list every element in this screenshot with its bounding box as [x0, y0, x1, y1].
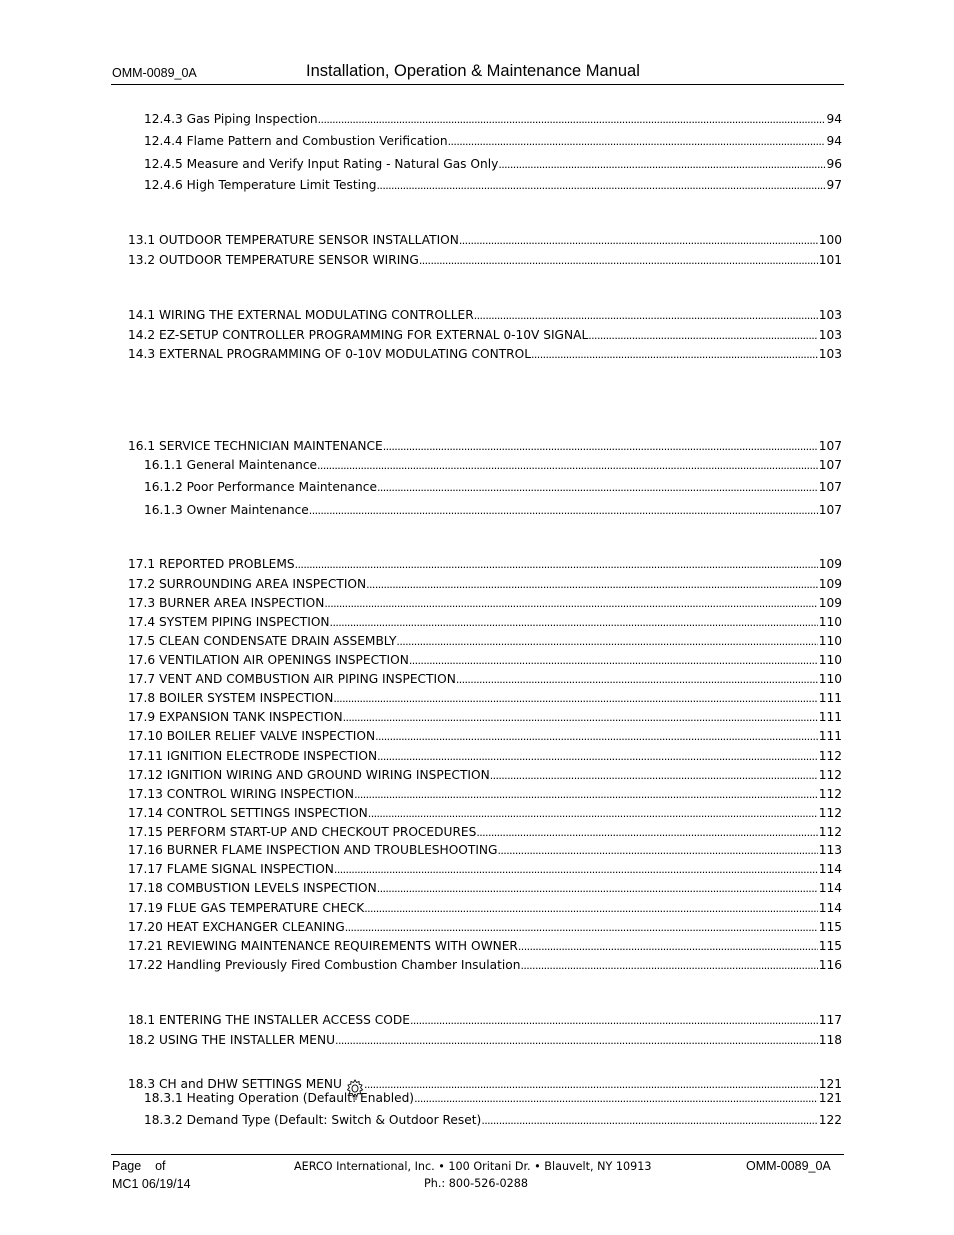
toc-entry[interactable] [128, 1033, 842, 1047]
toc-entry-title: 16.1.3 Owner Maintenance [144, 503, 309, 517]
header-title: Installation, Operation & Maintenance Manual [306, 62, 640, 80]
toc-dot-leader [481, 1114, 817, 1127]
toc-entry-title: 17.10 BOILER RELIEF VALVE INSPECTION [128, 729, 376, 743]
toc-entry-title: 14.2 EZ-SETUP CONTROLLER PROGRAMMING FOR EXTERNAL 0-10V SIGNAL [128, 328, 589, 342]
toc-dot-leader [383, 440, 818, 453]
toc-entry-page: 107 [818, 503, 842, 517]
toc-entry[interactable] [128, 347, 842, 361]
toc-dot-leader [518, 940, 818, 953]
toc-entry-title: 18.1 ENTERING THE INSTALLER ACCESS CODE [128, 1013, 410, 1027]
toc-entry[interactable] [128, 939, 842, 953]
toc-dot-leader [334, 863, 818, 876]
toc-dot-leader [409, 654, 818, 667]
toc-entry-title: 14.3 EXTERNAL PROGRAMMING OF 0-10V MODULATING CONTROL [128, 347, 532, 361]
toc-entry-title: 16.1 SERVICE TECHNICIAN MAINTENANCE [128, 439, 383, 453]
toc-entry[interactable] [144, 480, 842, 494]
toc-entry-title: 17.12 IGNITION WIRING AND GROUND WIRING INSPECTION [128, 768, 490, 782]
toc-dot-leader [490, 769, 818, 782]
toc-entry[interactable] [128, 557, 842, 571]
toc-entry-page: 101 [818, 253, 842, 267]
toc-entry-title: 17.17 FLAME SIGNAL INSPECTION [128, 862, 334, 876]
toc-entry-page: 117 [818, 1013, 842, 1027]
toc-dot-leader [377, 882, 818, 895]
header-doc-code: OMM-0089_0A [112, 66, 197, 80]
toc-entry[interactable] [128, 729, 842, 743]
toc-entry-page: 122 [818, 1113, 842, 1127]
toc-dot-leader [377, 481, 818, 494]
footer-divider [111, 1154, 844, 1155]
toc-entry[interactable] [144, 157, 842, 171]
toc-dot-leader [295, 558, 818, 571]
toc-dot-leader [333, 692, 817, 705]
toc-entry[interactable] [128, 233, 842, 247]
footer-doc-code: OMM-0089_0A [746, 1159, 831, 1173]
toc-entry-page: 110 [818, 672, 842, 686]
toc-dot-leader [318, 113, 826, 126]
toc-dot-leader [588, 329, 817, 342]
toc-entry-page: 109 [818, 577, 842, 591]
toc-dot-leader [448, 135, 826, 148]
toc-dot-leader [317, 459, 818, 472]
toc-entry-title: 17.15 PERFORM START-UP AND CHECKOUT PROCEDURES [128, 825, 477, 839]
toc-entry-title: 17.19 FLUE GAS TEMPERATURE CHECK [128, 901, 365, 915]
toc-entry[interactable] [128, 749, 842, 763]
toc-entry-page: 94 [826, 134, 842, 148]
toc-entry-title: 17.14 CONTROL SETTINGS INSPECTION [128, 806, 368, 820]
toc-dot-leader [474, 309, 818, 322]
toc-entry[interactable] [144, 134, 842, 148]
toc-entry-title: 16.1.2 Poor Performance Maintenance [144, 480, 377, 494]
footer-page-label: Page [112, 1159, 142, 1173]
toc-entry-title: 17.21 REVIEWING MAINTENANCE REQUIREMENTS WITH OWNER [128, 939, 518, 953]
toc-entry[interactable] [128, 862, 842, 876]
toc-entry-page: 109 [818, 596, 842, 610]
toc-entry-page: 100 [818, 233, 842, 247]
toc-dot-leader [377, 179, 826, 192]
toc-entry-page: 112 [818, 768, 842, 782]
toc-entry[interactable] [128, 920, 842, 934]
toc-entry-title: 14.1 WIRING THE EXTERNAL MODULATING CONTROLLER [128, 308, 474, 322]
toc-entry-title: 16.1.1 General Maintenance [144, 458, 318, 472]
toc-entry[interactable] [128, 825, 842, 839]
toc-entry-title: 12.4.6 High Temperature Limit Testing [144, 178, 377, 192]
toc-dot-leader [309, 504, 818, 517]
toc-entry-page: 110 [818, 615, 842, 629]
toc-entry-page: 111 [818, 710, 842, 724]
toc-entry[interactable] [144, 112, 842, 126]
toc-entry-page: 116 [818, 958, 842, 972]
toc-entry-title: 17.8 BOILER SYSTEM INSPECTION [128, 691, 334, 705]
footer-revision: MC1 06/19/14 [112, 1177, 191, 1191]
toc-entry-title: 17.11 IGNITION ELECTRODE INSPECTION [128, 749, 378, 763]
toc-entry-title: 18.3.1 Heating Operation (Default: Enabled) [144, 1091, 415, 1105]
toc-entry-page: 94 [826, 112, 842, 126]
toc-entry[interactable] [144, 1091, 842, 1105]
toc-entry[interactable] [128, 881, 842, 895]
toc-entry-page: 112 [818, 825, 842, 839]
toc-dot-leader [498, 158, 825, 171]
toc-entry[interactable] [128, 253, 842, 267]
toc-entry-title: 17.2 SURROUNDING AREA INSPECTION [128, 577, 367, 591]
toc-dot-leader [354, 788, 818, 801]
toc-dot-leader [419, 254, 818, 267]
footer-address: AERCO International, Inc. • 100 Oritani Dr. • Blauvelt, NY 10913 [294, 1160, 652, 1173]
toc-entry-page: 113 [818, 843, 842, 857]
toc-entry-title: 17.7 VENT AND COMBUSTION AIR PIPING INSPECTION [128, 672, 456, 686]
toc-dot-leader [456, 673, 818, 686]
toc-entry[interactable] [144, 503, 842, 517]
toc-entry[interactable] [128, 439, 842, 453]
toc-dot-leader [343, 711, 818, 724]
toc-dot-leader [410, 1014, 818, 1027]
toc-entry[interactable] [128, 768, 842, 782]
toc-dot-leader [459, 234, 818, 247]
toc-entry-title: 18.3.2 Demand Type (Default: Switch & Outdoor Reset) [144, 1113, 482, 1127]
toc-entry-page: 112 [818, 749, 842, 763]
toc-entry-title: 13.1 OUTDOOR TEMPERATURE SENSOR INSTALLATION [128, 233, 459, 247]
toc-entry-title: 17.22 Handling Previously Fired Combustion Chamber Insulation [128, 958, 521, 972]
toc-entry[interactable] [128, 710, 842, 724]
toc-dot-leader [377, 750, 818, 763]
toc-entry[interactable] [128, 958, 842, 972]
toc-entry[interactable] [128, 577, 842, 591]
toc-entry-title: 17.6 VENTILATION AIR OPENINGS INSPECTION [128, 653, 409, 667]
toc-dot-leader [364, 902, 818, 915]
toc-entry[interactable] [144, 178, 842, 192]
toc-entry-page: 109 [818, 557, 842, 571]
toc-entry-page: 107 [818, 439, 842, 453]
toc-dot-leader [520, 959, 817, 972]
toc-entry-page: 103 [818, 308, 842, 322]
toc-entry[interactable] [128, 596, 842, 610]
toc-dot-leader [364, 1078, 818, 1091]
toc-entry[interactable] [128, 1013, 842, 1027]
toc-entry-page: 110 [818, 653, 842, 667]
toc-dot-leader [476, 826, 817, 839]
toc-entry-page: 97 [826, 178, 842, 192]
toc-entry-page: 114 [818, 901, 842, 915]
toc-entry[interactable] [144, 1113, 842, 1127]
toc-entry[interactable] [128, 901, 842, 915]
toc-entry-page: 111 [818, 691, 842, 705]
toc-entry-title: 18.3 CH and DHW SETTINGS MENU [128, 1076, 342, 1091]
toc-entry-title: 18.2 USING THE INSTALLER MENU [128, 1033, 336, 1047]
toc-entry-page: 107 [818, 480, 842, 494]
toc-dot-leader [366, 578, 818, 591]
toc-entry-title: 17.4 SYSTEM PIPING INSPECTION [128, 615, 330, 629]
toc-dot-leader [345, 921, 818, 934]
toc-entry-page: 110 [818, 634, 842, 648]
toc-entry-title: 13.2 OUTDOOR TEMPERATURE SENSOR WIRING [128, 253, 419, 267]
toc-entry-page: 121 [818, 1076, 842, 1091]
toc-entry-page: 115 [818, 939, 842, 953]
toc-entry-title: 17.18 COMBUSTION LEVELS INSPECTION [128, 881, 377, 895]
footer-phone: Ph.: 800-526-0288 [424, 1177, 528, 1190]
toc-entry-page: 121 [818, 1091, 842, 1105]
toc-entry-page: 96 [826, 157, 842, 171]
toc-dot-leader [414, 1092, 818, 1105]
toc-entry[interactable] [128, 843, 842, 857]
toc-entry-page: 112 [818, 787, 842, 801]
toc-entry[interactable] [144, 458, 842, 472]
toc-entry-title: 12.4.4 Flame Pattern and Combustion Verification [144, 134, 448, 148]
toc-entry[interactable] [128, 787, 842, 801]
toc-dot-leader [531, 348, 818, 361]
footer-of-label: of [155, 1159, 166, 1173]
toc-entry[interactable] [128, 653, 842, 667]
toc-entry-page: 114 [818, 881, 842, 895]
toc-entry[interactable] [128, 672, 842, 686]
toc-entry-title: 17.16 BURNER FLAME INSPECTION AND TROUBLESHOOTING [128, 843, 498, 857]
toc-entry-page: 115 [818, 920, 842, 934]
toc-entry-page: 111 [818, 729, 842, 743]
toc-dot-leader [335, 1034, 818, 1047]
footer-page-number [112, 1159, 166, 1173]
toc-dot-leader [324, 597, 817, 610]
toc-dot-leader [330, 616, 818, 629]
toc-entry-title: 17.20 HEAT EXCHANGER CLEANING [128, 920, 345, 934]
toc-dot-leader [498, 844, 818, 857]
toc-entry[interactable] [128, 308, 842, 322]
toc-dot-leader [396, 635, 817, 648]
toc-entry-page: 112 [818, 806, 842, 820]
toc-entry-title: 17.3 BURNER AREA INSPECTION [128, 596, 325, 610]
toc-entry[interactable] [128, 634, 842, 648]
toc-entry-page: 118 [818, 1033, 842, 1047]
toc-entry-title: 12.4.5 Measure and Verify Input Rating - Natural Gas Only [144, 157, 499, 171]
toc-entry-title: 17.1 REPORTED PROBLEMS [128, 557, 295, 571]
toc-entry-page: 114 [818, 862, 842, 876]
toc-entry[interactable] [128, 328, 842, 342]
toc-entry-page: 107 [818, 458, 842, 472]
toc-entry[interactable] [128, 615, 842, 629]
toc-entry[interactable] [128, 806, 842, 820]
toc-entry[interactable] [128, 691, 842, 705]
toc-entry-page: 103 [818, 347, 842, 361]
toc-entry-page: 103 [818, 328, 842, 342]
toc-entry-title: 17.13 CONTROL WIRING INSPECTION [128, 787, 355, 801]
toc-entry-title: 17.5 CLEAN CONDENSATE DRAIN ASSEMBLY [128, 634, 397, 648]
toc-entry-title: 17.9 EXPANSION TANK INSPECTION [128, 710, 343, 724]
toc-dot-leader [375, 730, 818, 743]
toc-entry-title: 12.4.3 Gas Piping Inspection [144, 112, 318, 126]
toc-dot-leader [368, 807, 818, 820]
